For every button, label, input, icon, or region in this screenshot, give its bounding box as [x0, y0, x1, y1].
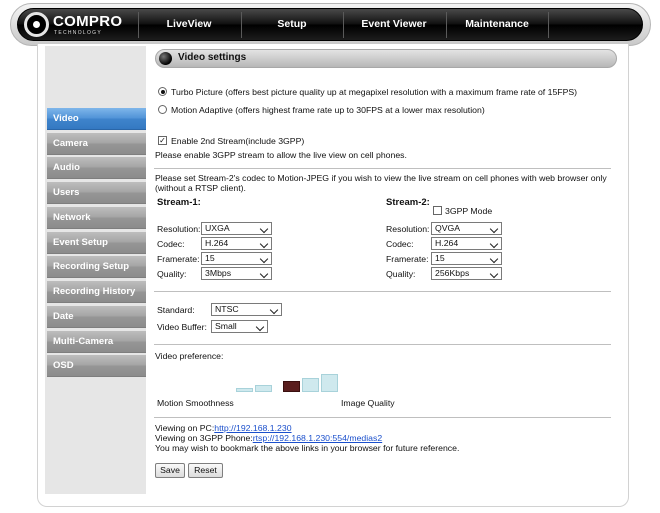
viewing-on-3gpp	[155, 433, 382, 443]
turbo-picture-radio[interactable]	[158, 87, 167, 96]
nav-maintenance[interactable]: Maintenance	[465, 18, 529, 30]
preference-level-5[interactable]	[321, 374, 338, 392]
divider	[154, 344, 611, 345]
compro-logo	[24, 11, 149, 39]
stream2-codec-value: H.264	[435, 238, 459, 248]
stream2-framerate-value: 15	[435, 253, 445, 263]
nav-divider	[548, 12, 549, 38]
video-preference-label: Video preference:	[155, 351, 224, 361]
preference-level-2[interactable]	[255, 385, 272, 392]
stream2-codec-select[interactable]	[431, 237, 502, 250]
logo-name: COMPRO	[53, 13, 123, 30]
stream2-codec-label: Codec:	[386, 239, 414, 249]
preference-level-4[interactable]	[302, 378, 319, 392]
logo-subtitle: TECHNOLOGY	[54, 30, 103, 36]
logo-ring-icon	[24, 12, 49, 37]
stream2-framerate-select[interactable]	[431, 252, 502, 265]
standard-value: NTSC	[215, 304, 239, 314]
motion-smoothness-label: Motion Smoothness	[157, 398, 234, 408]
save-button[interactable]: Save	[155, 463, 185, 478]
chevron-down-icon	[490, 269, 499, 278]
stream2-framerate-label: Framerate:	[386, 254, 429, 264]
sidebar-item-recording-history[interactable]: Recording History	[47, 281, 146, 303]
stream2-resolution-value: QVGA	[435, 223, 461, 233]
preference-level-1[interactable]	[236, 388, 253, 392]
sidebar-item-network[interactable]: Network	[47, 207, 146, 229]
nav-event-viewer[interactable]: Event Viewer	[361, 18, 427, 30]
sidebar-item-recording-setup[interactable]: Recording Setup	[47, 256, 146, 278]
stream2-quality-label: Quality:	[386, 269, 416, 279]
stream1-framerate-value: 15	[205, 253, 215, 263]
chevron-down-icon	[256, 322, 265, 331]
3gpp-mode-label: 3GPP Mode	[445, 206, 493, 216]
stream2-hint: Please enable 3GPP stream to allow the live view on cell phones.	[155, 150, 407, 160]
reset-button[interactable]: Reset	[188, 463, 223, 478]
sidebar-item-event-setup[interactable]: Event Setup	[47, 232, 146, 254]
stream2-title: Stream-2:	[386, 197, 430, 208]
preference-level-3[interactable]	[283, 381, 300, 392]
section-title: Video settings	[178, 52, 247, 63]
motion-adaptive-radio[interactable]	[158, 105, 167, 114]
viewing-on-pc-label: Viewing on PC:	[155, 423, 215, 433]
stream1-codec-value: H.264	[205, 238, 229, 248]
viewing-on-pc	[155, 423, 292, 433]
chevron-down-icon	[490, 254, 499, 263]
standard-select[interactable]	[211, 303, 282, 316]
divider	[154, 291, 611, 292]
viewing-on-3gpp-label: Viewing on 3GPP Phone:	[155, 433, 253, 443]
stream1-resolution-label: Resolution:	[157, 224, 201, 234]
sidebar-item-osd[interactable]: OSD	[47, 355, 146, 377]
image-quality-label: Image Quality	[341, 398, 395, 408]
enable-2nd-stream-label: Enable 2nd Stream(include 3GPP)	[171, 136, 305, 146]
section-header	[155, 49, 617, 68]
chevron-down-icon	[260, 239, 269, 248]
stream2-quality-select[interactable]	[431, 267, 502, 280]
standard-label: Standard:	[157, 305, 195, 315]
3gpp-mode-checkbox[interactable]	[433, 206, 442, 215]
chevron-down-icon	[260, 254, 269, 263]
rtsp-url-link[interactable]: rtsp://192.168.1.230:554/medias2	[252, 433, 383, 443]
sidebar-item-audio[interactable]: Audio	[47, 157, 146, 179]
codec-note-line1: Please set Stream-2's codec to Motion-JPEG if you wish to view the live stream on cell phones with web browser only	[155, 173, 607, 183]
chevron-down-icon	[490, 224, 499, 233]
stream1-framerate-select[interactable]	[201, 252, 272, 265]
stream1-title: Stream-1:	[157, 197, 201, 208]
nav-setup[interactable]: Setup	[277, 18, 307, 30]
stream1-quality-select[interactable]	[201, 267, 272, 280]
sidebar-item-date[interactable]: Date	[47, 306, 146, 328]
video-buffer-label: Video Buffer:	[157, 322, 207, 332]
stream1-framerate-label: Framerate:	[157, 254, 200, 264]
nav-liveview[interactable]: LiveView	[166, 18, 212, 30]
bookmark-note: You may wish to bookmark the above links in your browser for future reference.	[155, 443, 460, 453]
chevron-down-icon	[260, 224, 269, 233]
chevron-down-icon	[260, 269, 269, 278]
stream1-resolution-select[interactable]	[201, 222, 272, 235]
stream2-quality-value: 256Kbps	[435, 268, 470, 278]
stream1-quality-value: 3Mbps	[205, 268, 232, 278]
video-buffer-select[interactable]	[211, 320, 268, 333]
sidebar-item-multi-camera[interactable]: Multi-Camera	[47, 331, 146, 353]
stream1-codec-label: Codec:	[157, 239, 185, 249]
enable-2nd-stream-checkbox[interactable]: ✓	[159, 136, 166, 145]
stream1-quality-label: Quality:	[157, 269, 187, 279]
motion-adaptive-label: Motion Adaptive (offers highest frame rate up to 30FPS at a lower max resolution)	[171, 105, 485, 115]
sidebar-item-camera[interactable]: Camera	[47, 133, 146, 155]
stream1-resolution-value: UXGA	[205, 223, 230, 233]
divider	[154, 417, 611, 418]
codec-note-line2: (without a RTSP client).	[155, 183, 246, 193]
video-buffer-value: Small	[215, 321, 237, 331]
chevron-down-icon	[270, 305, 279, 314]
stream2-resolution-select[interactable]	[431, 222, 502, 235]
turbo-picture-label: Turbo Picture (offers best picture quality up at megapixel resolution with a maximum frame rate of 15FPS)	[171, 87, 578, 97]
pc-url-link[interactable]: http://192.168.1.230	[214, 423, 292, 433]
stream2-resolution-label: Resolution:	[386, 224, 430, 234]
chevron-down-icon	[490, 239, 499, 248]
sidebar-item-users[interactable]: Users	[47, 182, 146, 204]
stream1-codec-select[interactable]	[201, 237, 272, 250]
bullet-icon	[159, 52, 172, 65]
divider	[154, 168, 611, 169]
sidebar-item-video[interactable]: Video	[47, 108, 146, 130]
